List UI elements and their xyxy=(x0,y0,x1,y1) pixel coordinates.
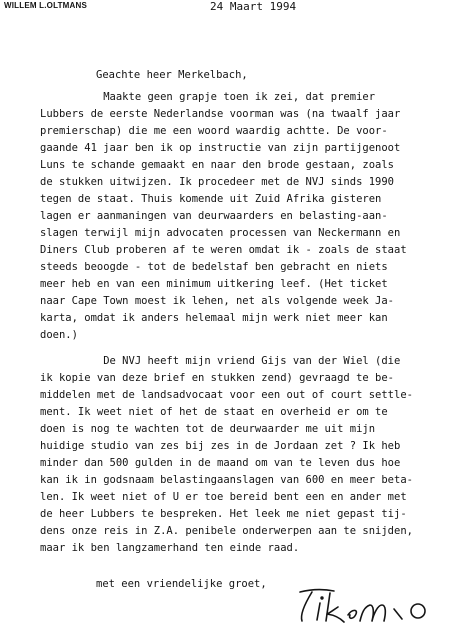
paragraph-2 xyxy=(40,353,413,557)
text-line: premierschap) die me een woord waardig achtte. De voor- xyxy=(40,125,388,137)
paragraph-1 xyxy=(40,89,407,344)
text-line: maar ik ben langzamerhand ten einde raad. xyxy=(40,542,300,554)
letter-date: 24 Maart 1994 xyxy=(210,0,297,13)
text-line: huidige studio van zes bij zes in de Jordaan zet ? Ik heb xyxy=(40,440,401,452)
salutation: Geachte heer Merkelbach, xyxy=(96,69,248,81)
text-line: ment. Ik weet niet of het de staat en overheid er om te xyxy=(40,406,388,418)
text-line: kan ik in godsnaam belastingaanslagen van 600 en meer beta- xyxy=(40,474,413,486)
text-line: lagen er aanmaningen van deurwaarders en belasting-aan- xyxy=(40,210,388,222)
text-line: Luns te schande gemaakt en naar den brode gestaan, zoals xyxy=(40,159,395,171)
text-line: naar Cape Town moest ik lehen, net als volgende week Ja- xyxy=(40,295,395,307)
text-line: tegen de staat. Thuis komende uit Zuid Afrika gisteren xyxy=(40,193,382,205)
text-line: De NVJ heeft mijn vriend Gijs van der Wiel (die xyxy=(40,355,401,367)
text-line: slagen terwijl mijn advocaten processen van Neckermann en xyxy=(40,227,401,239)
text-line: de stukken uitwijzen. Ik procedeer met de NVJ sinds 1990 xyxy=(40,176,395,188)
text-line: de heer Lubbers te bespreken. Het leek me niet gepast tij- xyxy=(40,508,407,520)
text-line: doen.) xyxy=(40,329,78,341)
text-line: dens onze reis in Z.A. penibele onderwerpen aan te snijden, xyxy=(40,525,413,537)
text-line: gaande 41 jaar ben ik op instructie van zijn partijgenoot xyxy=(40,142,401,154)
text-line: middelen met de landsadvocaat voor een out of court settle- xyxy=(40,389,413,401)
text-line: Maakte geen grapje toen ik zei, dat premier xyxy=(40,91,376,103)
closing: met een vriendelijke groet, xyxy=(96,578,267,590)
text-line: minder dan 500 gulden in de maand om van te leven dus hoe xyxy=(40,457,401,469)
text-line: meer heb en van een minimum uitkering leef. (Het ticket xyxy=(40,278,388,290)
text-line: Lubbers de eerste Nederlandse voorman was (na twaalf jaar xyxy=(40,108,401,120)
text-line: steeds beoogde - tot de bedelstaf ben gebracht en niets xyxy=(40,261,388,273)
text-line: ik kopie van deze brief en stukken zend) gevraagd te be- xyxy=(40,372,395,384)
text-line: Diners Club proberen af te weren omdat ik - zoals de staat xyxy=(40,244,407,256)
sender-name: WILLEM L.OLTMANS xyxy=(4,1,88,10)
handwritten-signature xyxy=(290,583,450,627)
text-line: doen is nog te wachten tot de deurwaarder me uit mijn xyxy=(40,423,376,435)
text-line: len. Ik weet niet of U er toe bereid bent een en ander met xyxy=(40,491,407,503)
text-line: karta, omdat ik anders helemaal mijn werk niet meer kan xyxy=(40,312,388,324)
